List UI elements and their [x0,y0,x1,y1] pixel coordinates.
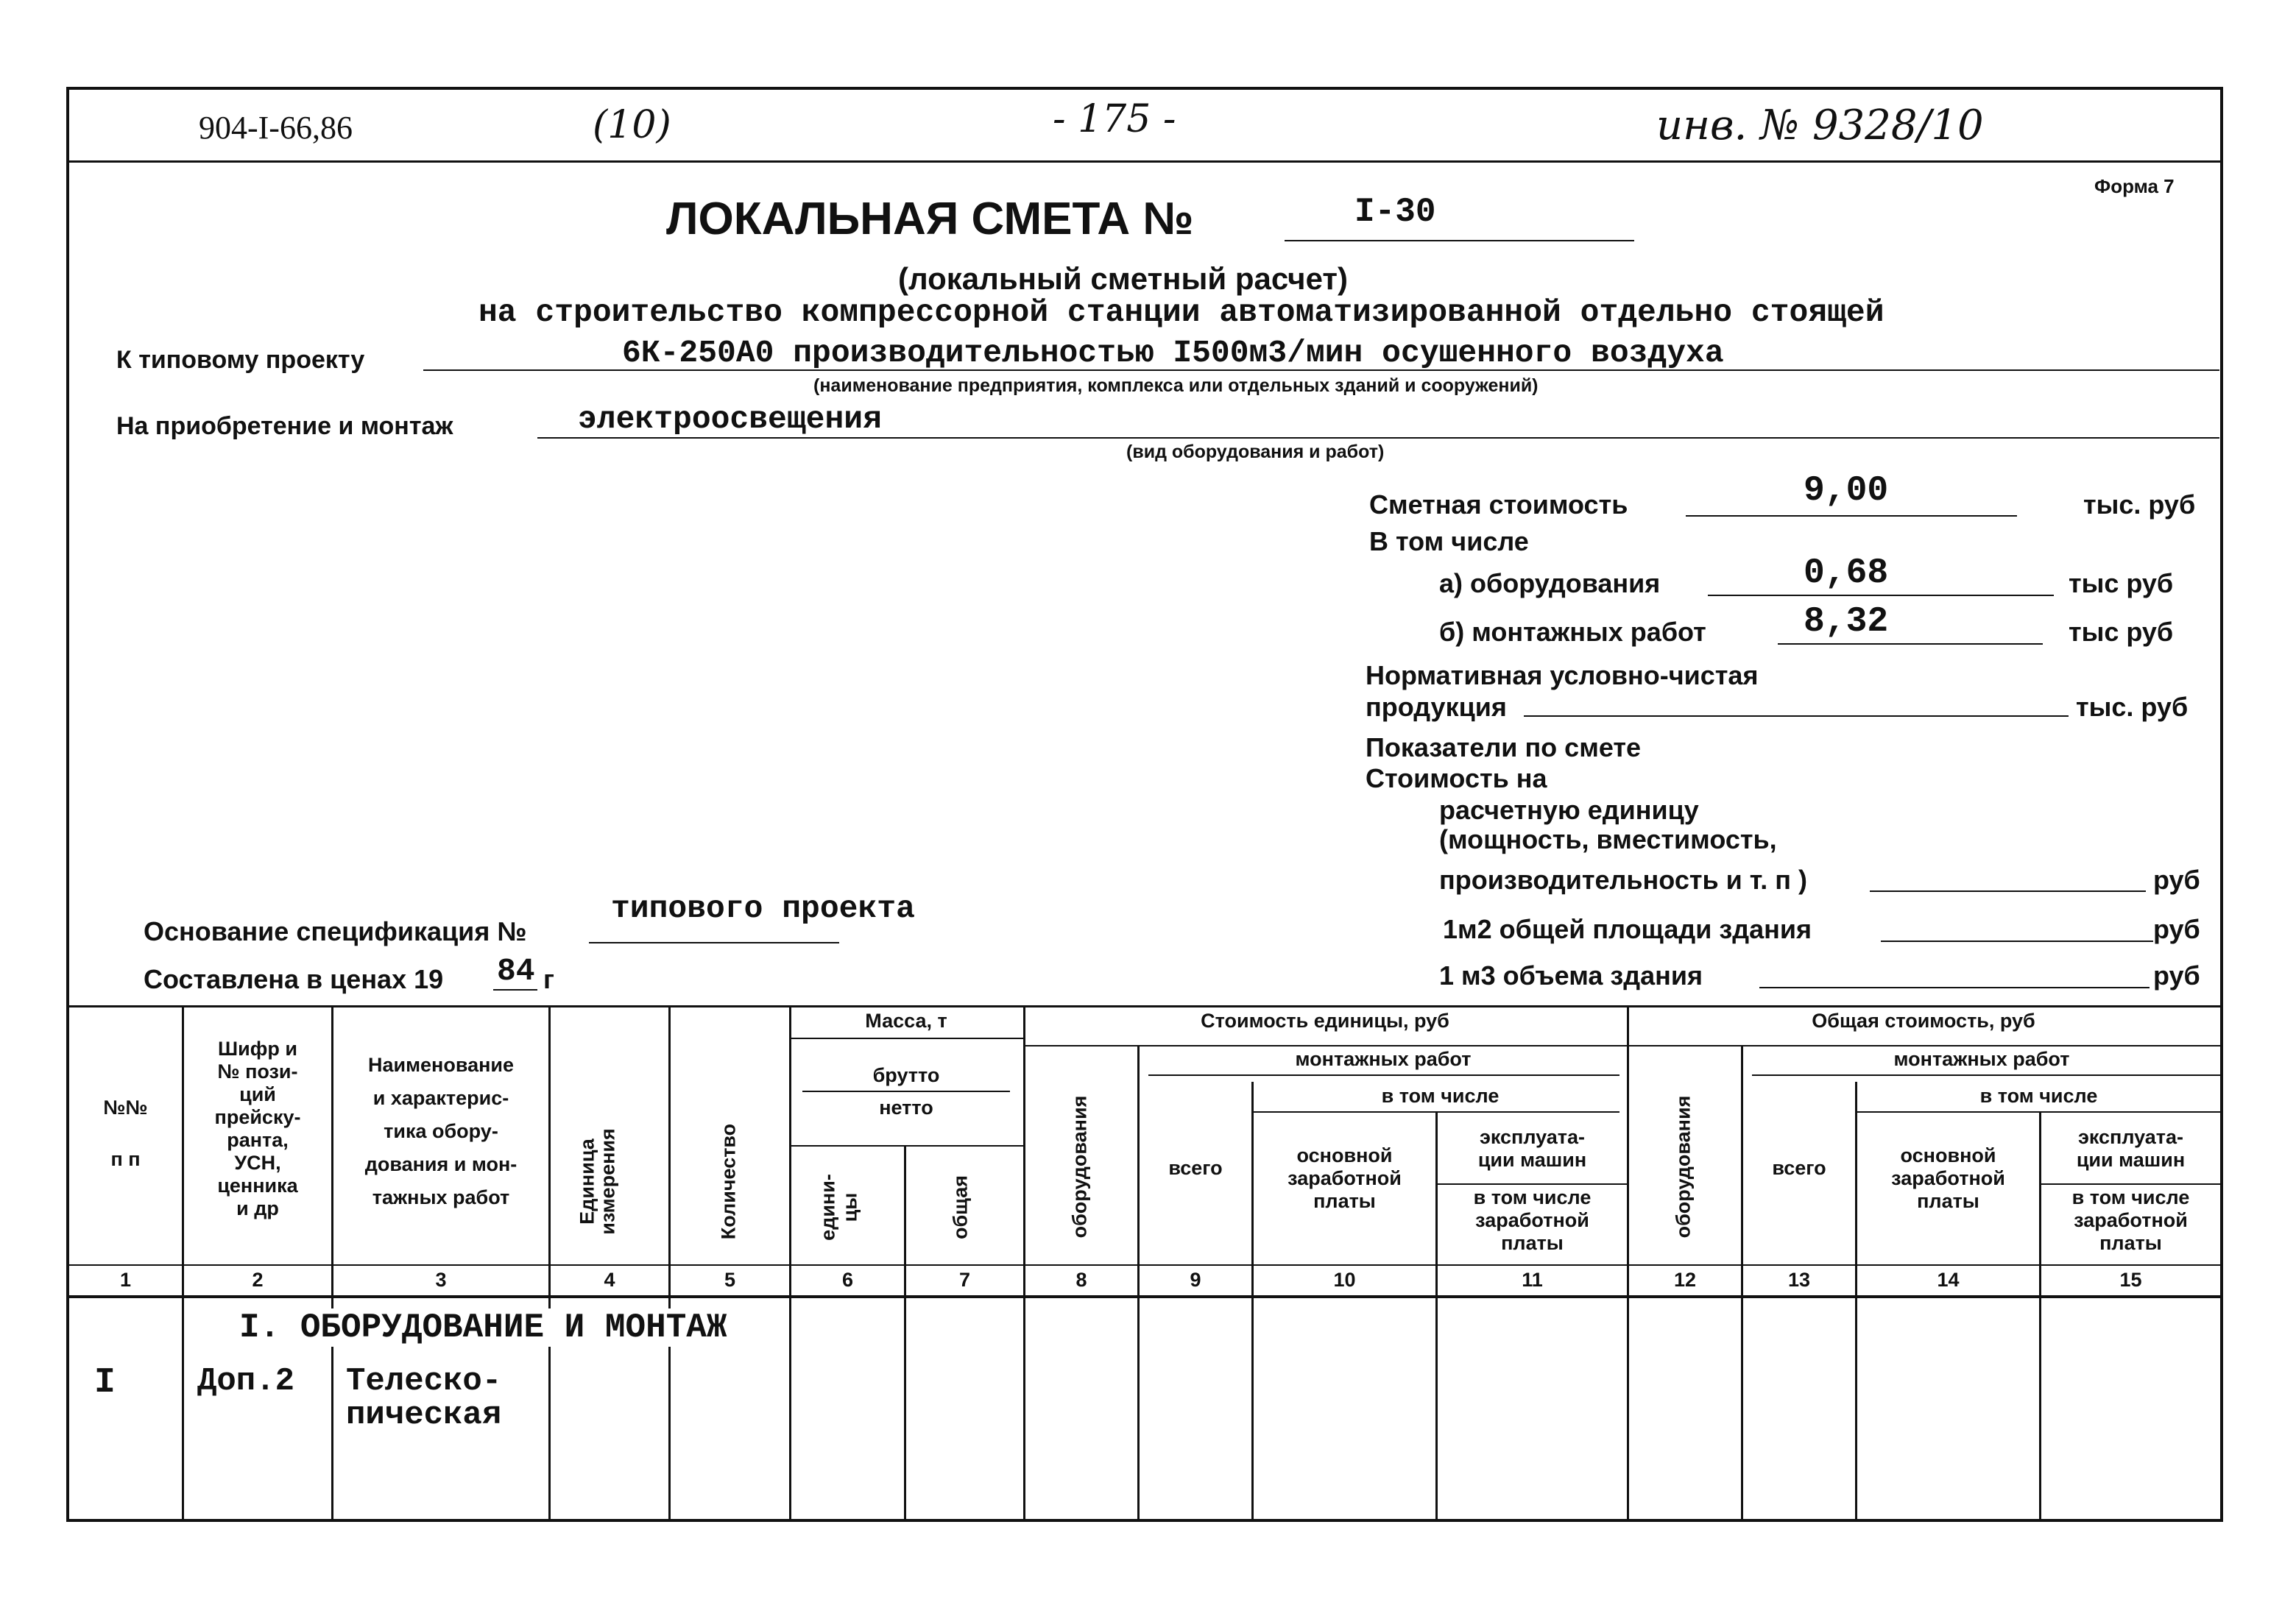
th-unit-1: Единица [576,1138,598,1225]
col-number: 3 [435,1269,447,1291]
th-wage-line: заработной [1287,1167,1402,1189]
volume-underline [1759,987,2150,988]
title-line1: на строительство компрессорной станции автоматизированной отдельно стоящей [478,294,1885,330]
col-line [1627,1005,1629,1519]
normative-underline [1524,715,2069,717]
col-number: 8 [1075,1269,1087,1291]
caption-work-type: (вид оборудования и работ) [1126,442,1385,462]
th-wage-1 [1254,1144,1435,1213]
row-name-2: пическая [346,1397,502,1434]
col-number: 9 [1190,1269,1201,1291]
th-mach-wage-line: в том числе [2071,1186,2190,1208]
th-code [184,1038,331,1220]
area-rub: руб [2153,914,2200,944]
col-number: 14 [1937,1269,1960,1291]
h-line [69,1295,2220,1298]
th-total-cost: Общая стоимость, руб [1812,1010,2035,1032]
h-line [1148,1074,1619,1076]
th-wage-line: платы [1313,1190,1376,1212]
h-line [2039,1183,2220,1185]
estimated-cost-value: 9,00 [1804,471,1889,511]
subtitle: (локальный сметный расчет) [898,261,1348,296]
area-underline [1881,941,2153,942]
h-line [69,1264,2220,1266]
doc-code: 904-I-66,86 [199,110,353,146]
sheet-note: (10) [593,103,671,147]
th-qty: Количество [717,1123,740,1240]
including-label: В том числе [1369,526,1529,556]
spec-underline [589,942,839,943]
th-machines-line: ции машин [1477,1149,1587,1171]
th-machines-2 [2041,1126,2220,1172]
title-prefix: ЛОКАЛЬНАЯ СМЕТА № [666,194,1194,244]
col-number: 2 [252,1269,264,1291]
volume-rub: руб [2153,960,2200,991]
th-code-line: № пози- [217,1060,298,1083]
th-machines-1 [1438,1126,1627,1172]
unit-line-1: расчетную единицу [1439,795,1699,825]
cost-per-label: Стоимость на [1366,763,1547,793]
normative-label-1: Нормативная условно-чистая [1366,660,1759,690]
col-line [548,1005,551,1519]
th-mach-wage-line: платы [2099,1232,2162,1254]
area-label: 1м2 общей площади здания [1443,914,1812,944]
normative-label-2: продукция [1366,692,1507,722]
col-number: 15 [2119,1269,2142,1291]
mounting-underline [1778,643,2043,645]
mounting-label: б) монтажных работ [1439,617,1706,647]
th-incl-2: в том числе [1979,1085,2098,1107]
th-mach-wage-2 [2041,1186,2220,1255]
col-number: 4 [604,1269,615,1291]
th-name-line: и характерис- [372,1087,509,1109]
row-code: Доп.2 [197,1363,295,1400]
estimate-number: I-30 [1354,193,1436,231]
mounting-value: 8,32 [1804,602,1889,642]
th-name-line: тика обору- [384,1120,498,1142]
h-line [1855,1111,2220,1113]
th-code-line: прейску- [214,1106,301,1128]
unit-line-3: производительность и т. п ) [1439,865,1807,895]
prices-suffix: г [543,964,554,994]
th-name [333,1049,548,1214]
th-all-2: всего [1772,1157,1826,1179]
page-number: - 175 - [1053,97,1176,141]
normative-unit: тыс. руб [2076,692,2189,722]
row-number: I [94,1363,116,1403]
equipment-underline [1708,595,2054,596]
col-line [1023,1005,1025,1519]
th-unit-cost: Стоимость единицы, руб [1201,1010,1449,1032]
th-mach-wage-line: заработной [1475,1209,1589,1231]
table-top [69,1005,2220,1007]
h-line [802,1091,1010,1092]
th-net: нетто [879,1097,933,1119]
row-name-1: Телеско- [346,1363,502,1400]
col-number: 13 [1787,1269,1811,1291]
th-code-line: Шифр и [218,1038,297,1060]
form-label: Форма 7 [2094,175,2175,197]
equipment-label: а) оборудования [1439,568,1661,598]
estimated-cost-unit: тыс. руб [2083,489,2196,520]
h-line [1435,1183,1627,1185]
col-line [1435,1111,1438,1519]
th-wage-line: основной [1900,1144,1996,1166]
purchase-label: На приобретение и монтаж [116,412,453,440]
h-line [1251,1111,1619,1113]
th-mass-unit-2: цы [838,1192,861,1222]
th-mass-total: общая [949,1175,972,1240]
inventory-number: инв. № 9328/10 [1656,102,1984,149]
th-num-1: №№ [103,1097,148,1119]
col-number: 7 [958,1269,971,1291]
th-mounting-1: монтажных работ [1295,1048,1472,1070]
col-number: 1 [119,1269,132,1291]
caption-enterprise: (наименование предприятия, комплекса или отдельных зданий и сооружений) [813,375,1539,396]
th-num-2: п п [110,1148,141,1170]
th-gross: брутто [872,1064,940,1086]
col-number: 11 [1522,1269,1543,1291]
spec-value: типового проекта [611,890,915,927]
th-machines-line: ции машин [2076,1149,2186,1171]
unit-underline [1870,890,2146,892]
th-name-line: Наименование [367,1054,515,1076]
col-number: 5 [724,1269,736,1291]
header-divider [69,160,2220,163]
spec-label: Основание спецификация № [144,916,527,946]
purchase-underline [537,437,2219,439]
th-mounting-2: монтажных работ [1893,1048,2070,1070]
col-number: 12 [1673,1269,1697,1291]
th-mach-wage-1 [1438,1186,1627,1255]
th-wage-line: основной [1296,1144,1393,1166]
th-name-line: дования и мон- [364,1153,518,1175]
title-number-underline [1285,240,1634,241]
year-underline [493,989,537,991]
th-name-line: тажных работ [372,1186,510,1208]
th-mach-wage-line: платы [1501,1232,1564,1254]
h-line [1752,1074,2220,1076]
th-code-line: ранта, [227,1129,289,1151]
equipment-value: 0,68 [1804,553,1889,593]
col-number: 10 [1333,1269,1356,1291]
col-number: 6 [841,1269,854,1291]
th-code-line: ций [239,1083,276,1105]
project-label: К типовому проекту [116,346,365,374]
col-line [904,1145,906,1519]
title-line2: 6К-250А0 производительностью I500м3/мин осушенного воздуха [622,335,1724,371]
unit-line-2: (мощность, вместимость, [1439,824,1777,854]
th-unit-2: измерения [596,1128,619,1235]
h-line [789,1038,1023,1039]
volume-label: 1 м3 объема здания [1439,960,1703,991]
purchase-value: электроосвещения [578,401,882,437]
th-equipment-1: оборудования [1068,1095,1091,1239]
th-wage-2 [1857,1144,2039,1213]
th-wage-line: платы [1917,1190,1979,1212]
th-incl-1: в том числе [1381,1085,1500,1107]
h-line [789,1145,1023,1147]
mounting-unit: тыс руб [2069,617,2174,647]
indicators-label: Показатели по смете [1366,732,1642,762]
section-title: I. ОБОРУДОВАНИЕ И МОНТАЖ [239,1308,727,1347]
th-wage-line: заработной [1891,1167,2005,1189]
estimated-underline [1686,515,2017,517]
col-line [2039,1111,2041,1519]
col-line [668,1005,671,1519]
h-line [1023,1045,1627,1046]
th-machines-line: эксплуата- [1479,1126,1586,1148]
equipment-unit: тыс руб [2069,568,2174,598]
th-equipment-2: оборудования [1672,1095,1695,1239]
th-code-line: и др [236,1197,279,1219]
unit-rub: руб [2153,865,2200,895]
prices-year: 84 [497,953,535,989]
th-machines-line: эксплуата- [2077,1126,2184,1148]
th-all-1: всего [1168,1157,1223,1179]
th-mass-unit-1: едини- [816,1174,839,1241]
prices-label: Составлена в ценах 19 [144,964,444,994]
th-mass: Масса, т [865,1010,947,1032]
th-mach-wage-line: в том числе [1473,1186,1592,1208]
th-code-line: ценника [217,1175,298,1197]
h-line [1627,1045,2220,1046]
th-mach-wage-line: заработной [2074,1209,2188,1231]
estimated-cost-label: Сметная стоимость [1369,489,1628,520]
th-code-line: УСН, [234,1152,281,1174]
